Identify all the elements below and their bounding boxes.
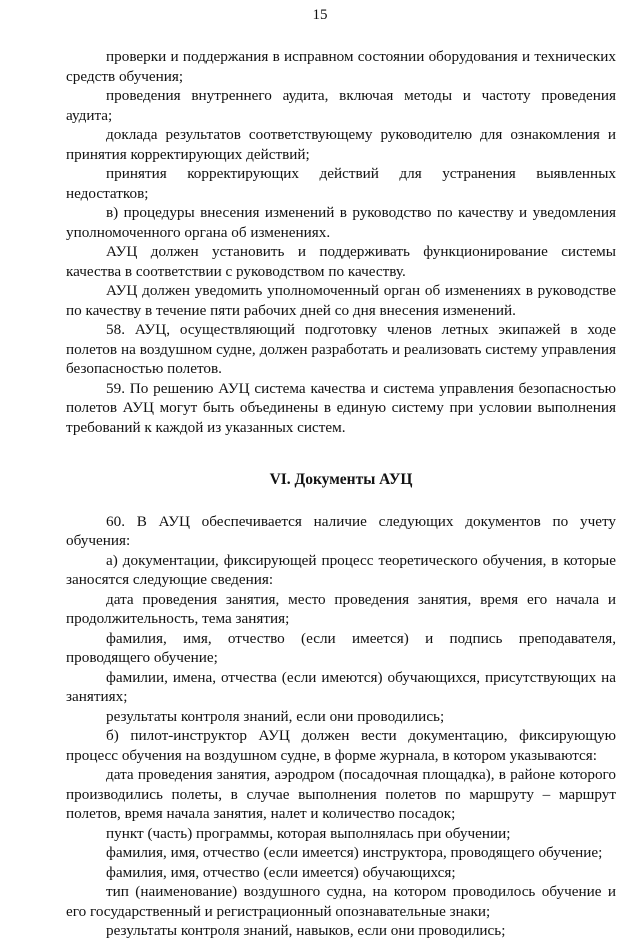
- paragraph: АУЦ должен уведомить уполномоченный орган об изменениях в руководстве по качеству в течение пяти рабочих дней со дня внесения изменений.: [66, 282, 616, 319]
- paragraph: в) процедуры внесения изменений в руководство по качеству и уведомления уполномоченного органа об изменениях.: [66, 204, 616, 241]
- paragraph: дата проведения занятия, аэродром (посадочная площадка), в районе которого производились полеты, в случае выполнения полетов по маршруту – маршрут полетов, время начала занятия, налет и количество посадок;: [66, 766, 616, 822]
- paragraph: результаты контроля знаний, если они проводились;: [106, 707, 445, 725]
- paragraph: фамилия, имя, отчество (если имеется) обучающихся;: [106, 863, 456, 881]
- paragraph: 59. По решению АУЦ система качества и система управления безопасностью полетов АУЦ могут быть объединены в единую систему при условии выполнения требований к каждой из указанных систем.: [66, 379, 616, 436]
- document-body: [66, 47, 616, 941]
- paragraph: б) пилот-инструктор АУЦ должен вести документацию, фиксирующую процесс обучения на воздушном судне, в форме журнала, в котором указываются:: [66, 727, 616, 764]
- page-number: 15: [312, 7, 328, 23]
- paragraph: АУЦ должен установить и поддерживать функционирование системы качества в соответствии с руководством по качеству.: [66, 243, 616, 280]
- paragraph: проверки и поддержания в исправном состоянии оборудования и технических средств обучения;: [66, 48, 616, 85]
- section-heading: VI. Документы АУЦ: [269, 471, 413, 488]
- paragraph: тип (наименование) воздушного судна, на котором проводилось обучение и его государственный и регистрационный опознавательные знаки;: [66, 883, 616, 920]
- paragraph: 60. В АУЦ обеспечивается наличие следующих документов по учету обучения:: [66, 512, 616, 549]
- paragraph: фамилия, имя, отчество (если имеется) и подпись преподавателя, проводящего обучение;: [66, 629, 616, 666]
- paragraph: фамилия, имя, отчество (если имеется) инструктора, проводящего обучение;: [106, 844, 603, 861]
- paragraph: 58. АУЦ, осуществляющий подготовку членов летных экипажей в ходе полетов на воздушном судне, должен разработать и реализовать систему управления безопасностью полетов.: [66, 321, 616, 377]
- paragraph: доклада результатов соответствующему руководителю для ознакомления и принятия корректирующих действий;: [66, 126, 616, 163]
- paragraph: результаты контроля знаний, навыков, если они проводились;: [106, 922, 506, 939]
- paragraph: дата проведения занятия, место проведения занятия, время его начала и продолжительность, тема занятия;: [66, 590, 616, 627]
- paragraph: а) документации, фиксирующей процесс теоретического обучения, в которые заносятся следующие сведения:: [66, 551, 616, 588]
- paragraph: проведения внутреннего аудита, включая методы и частоту проведения аудита;: [66, 87, 616, 124]
- paragraph: фамилии, имена, отчества (если имеются) обучающихся, присутствующих на занятиях;: [66, 668, 616, 705]
- paragraph: пункт (часть) программы, которая выполнялась при обучении;: [106, 824, 511, 842]
- paragraph: принятия корректирующих действий для устранения выявленных недостатков;: [66, 165, 616, 202]
